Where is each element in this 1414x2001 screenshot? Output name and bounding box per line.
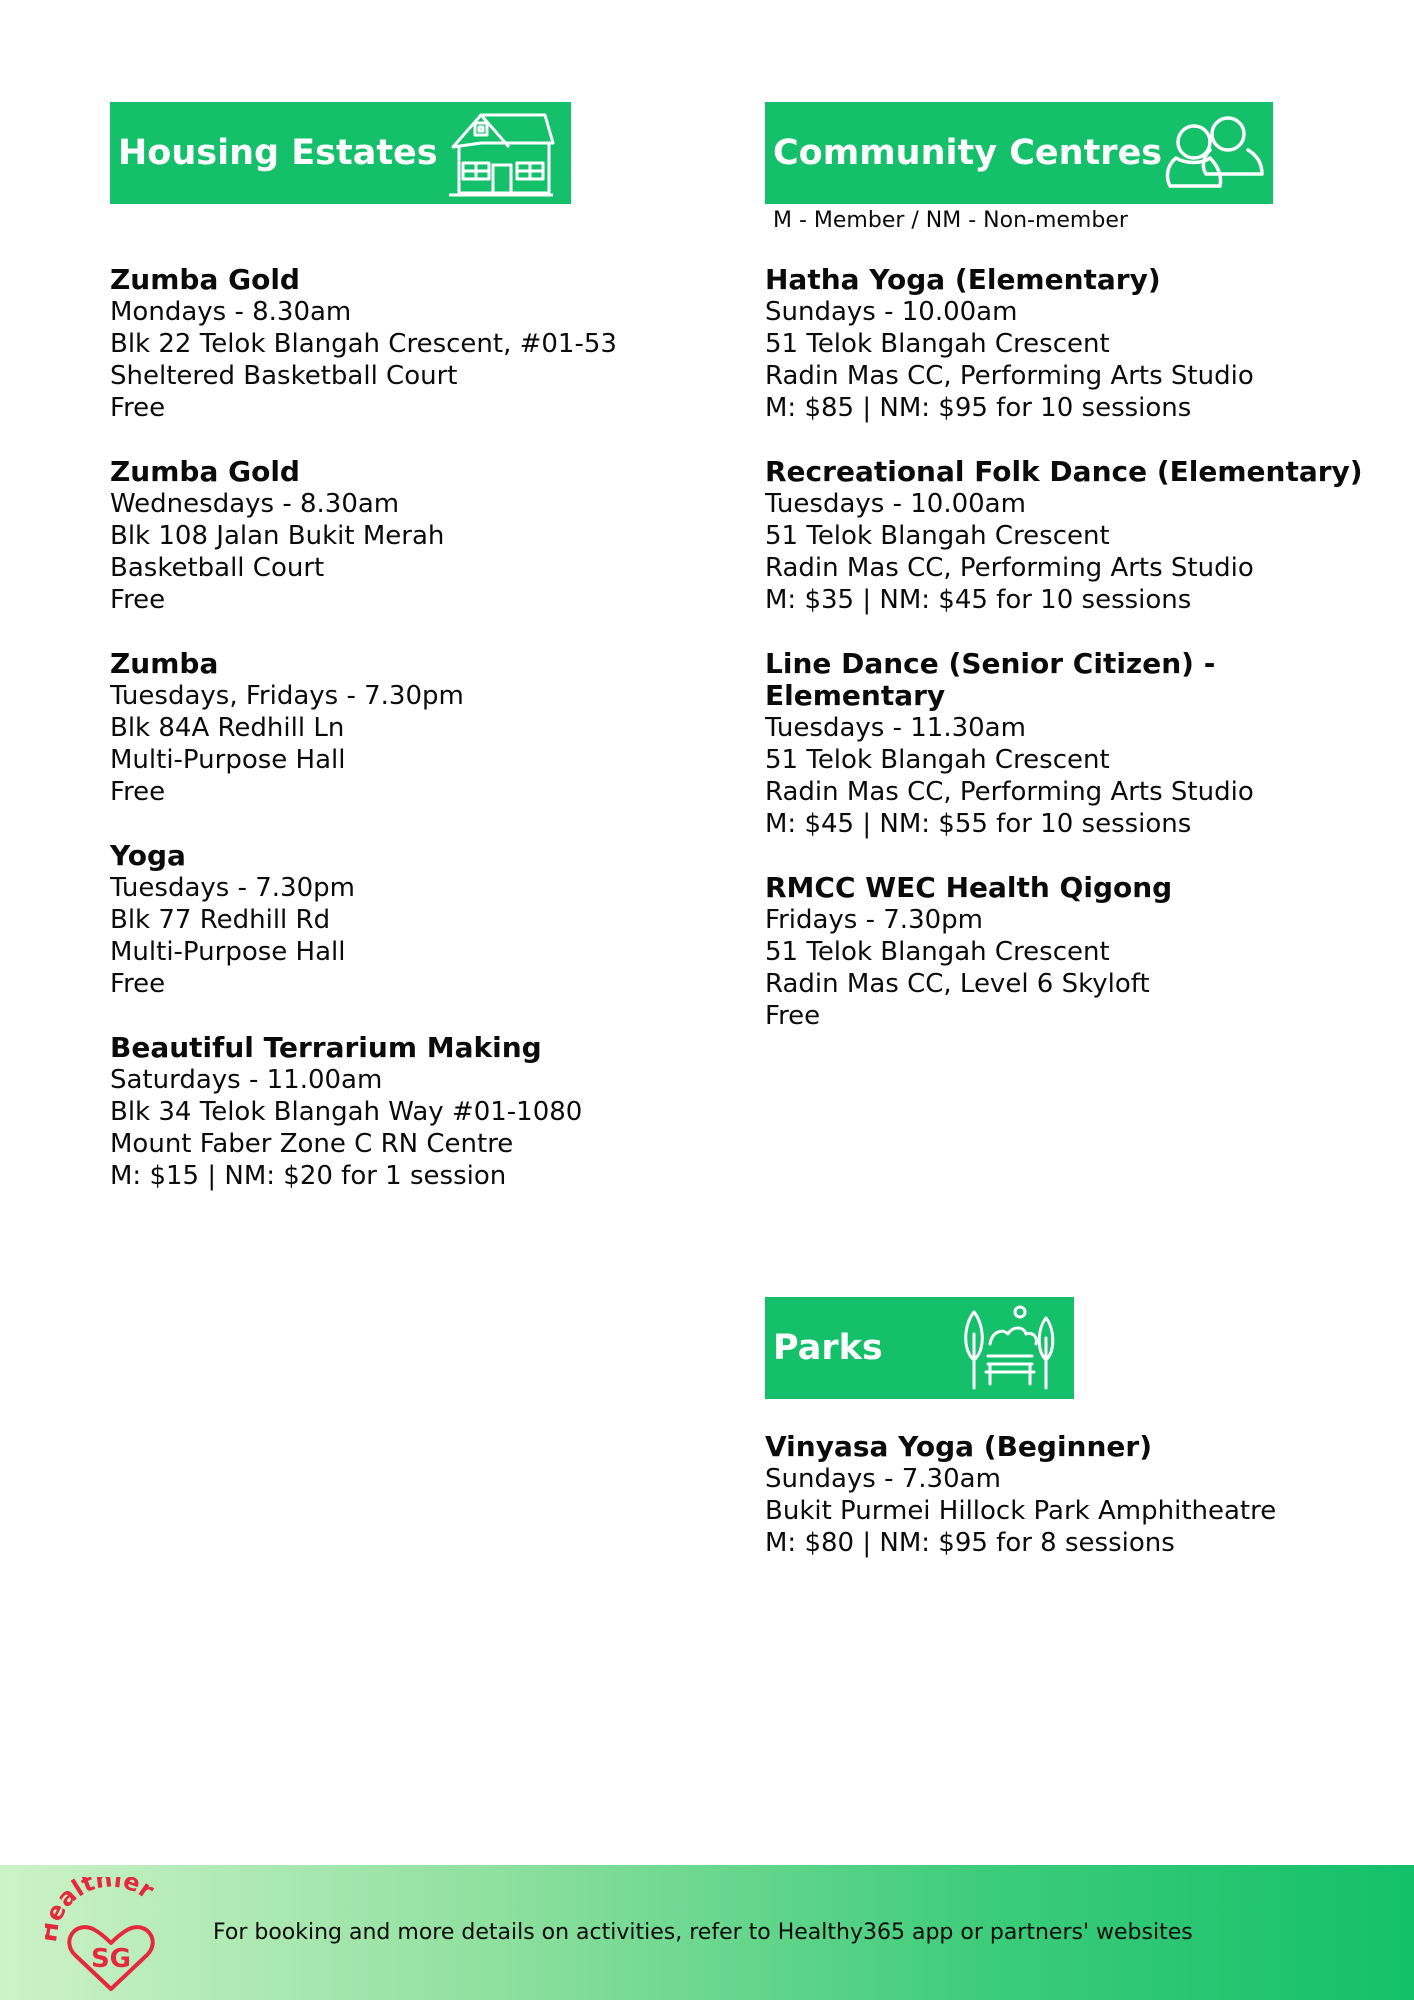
activity-detail: Sundays - 10.00am xyxy=(765,297,1018,327)
activity-detail: Blk 77 Redhill Rd xyxy=(110,905,331,935)
activity-detail: Saturdays - 11.00am xyxy=(110,1065,383,1095)
housing-estates-section xyxy=(110,102,750,1224)
activity-detail: Free xyxy=(110,969,166,999)
activity-name: Zumba Gold xyxy=(110,263,300,296)
parks-activity-list xyxy=(765,1431,1405,1559)
logo-top-text: althier xyxy=(51,1877,160,1913)
activity-detail: Free xyxy=(110,393,166,423)
house-icon xyxy=(445,107,557,199)
membership-legend: M - Member / NM - Non-member xyxy=(773,208,1128,233)
activity-detail: Fridays - 7.30pm xyxy=(765,905,983,935)
activity-detail: Free xyxy=(110,777,166,807)
activity-detail: Multi-Purpose Hall xyxy=(110,745,346,775)
activity-name: Zumba xyxy=(110,647,219,680)
activity-name: RMCC WEC Health Qigong xyxy=(765,871,1173,904)
community-centres-section xyxy=(765,102,1405,1064)
activity-detail: Wednesdays - 8.30am xyxy=(110,489,400,519)
activity-name: Yoga xyxy=(110,839,186,872)
activity-detail: Blk 22 Telok Blangah Crescent, #01-53 xyxy=(110,329,617,359)
activity-item xyxy=(765,264,1405,424)
housing-activity-list xyxy=(110,264,750,1192)
activity-item xyxy=(765,456,1405,616)
activity-name: Vinyasa Yoga (Beginner) xyxy=(765,1430,1153,1463)
activity-item xyxy=(110,1032,750,1192)
activity-item xyxy=(110,264,750,424)
activity-detail: 51 Telok Blangah Crescent xyxy=(765,937,1110,967)
activity-detail: Sundays - 7.30am xyxy=(765,1464,1001,1494)
activity-detail: Radin Mas CC, Level 6 Skyloft xyxy=(765,969,1150,999)
footer-note: For booking and more details on activities, refer to Healthy365 app or partners' websites xyxy=(213,1920,1193,1945)
logo-bottom-text: SG xyxy=(90,1944,132,1974)
activity-name: Beautiful Terrarium Making xyxy=(110,1031,542,1064)
activity-detail: Blk 84A Redhill Ln xyxy=(110,713,345,743)
activity-item xyxy=(110,456,750,616)
activity-detail: M: $15 | NM: $20 for 1 session xyxy=(110,1161,507,1191)
activity-detail: Free xyxy=(765,1001,821,1031)
activity-item xyxy=(765,872,1405,1032)
activity-name: Recreational Folk Dance (Elementary) xyxy=(765,455,1363,488)
activity-name: Line Dance (Senior Citizen) - Elementary xyxy=(765,647,1216,712)
activity-name: Hatha Yoga (Elementary) xyxy=(765,263,1161,296)
parks-header xyxy=(765,1297,1074,1399)
activity-item xyxy=(765,1431,1405,1559)
activity-detail: Multi-Purpose Hall xyxy=(110,937,346,967)
activity-item xyxy=(765,648,1405,840)
activity-detail: Radin Mas CC, Performing Arts Studio xyxy=(765,553,1254,583)
activity-item xyxy=(110,840,750,1000)
activity-detail: M: $80 | NM: $95 for 8 sessions xyxy=(765,1528,1175,1558)
activity-detail: Tuesdays - 11.30am xyxy=(765,713,1026,743)
activity-detail: M: $35 | NM: $45 for 10 sessions xyxy=(765,585,1192,615)
community-activity-list xyxy=(765,264,1405,1032)
activity-item xyxy=(110,648,750,808)
parks-section xyxy=(765,1297,1405,1591)
activity-detail: M: $45 | NM: $55 for 10 sessions xyxy=(765,809,1192,839)
community-centres-header xyxy=(765,102,1273,204)
healthier-sg-logo xyxy=(45,1877,175,2001)
housing-estates-header xyxy=(110,102,571,204)
community-centres-title: Community Centres xyxy=(773,133,1163,173)
activity-detail: Free xyxy=(110,585,166,615)
housing-estates-title: Housing Estates xyxy=(118,133,438,173)
parks-title: Parks xyxy=(773,1328,883,1368)
activity-detail: Mount Faber Zone C RN Centre xyxy=(110,1129,514,1159)
activity-detail: Blk 108 Jalan Bukit Merah xyxy=(110,521,445,551)
activity-detail: Tuesdays - 10.00am xyxy=(765,489,1026,519)
activity-detail: Radin Mas CC, Performing Arts Studio xyxy=(765,361,1254,391)
activity-name: Zumba Gold xyxy=(110,455,300,488)
activity-detail: Mondays - 8.30am xyxy=(110,297,352,327)
people-icon xyxy=(1162,112,1266,194)
activity-detail: Sheltered Basketball Court xyxy=(110,361,458,391)
activity-detail: 51 Telok Blangah Crescent xyxy=(765,745,1110,775)
activity-detail: Radin Mas CC, Performing Arts Studio xyxy=(765,777,1254,807)
activity-detail: Tuesdays - 7.30pm xyxy=(110,873,355,903)
footer-banner xyxy=(0,1865,1414,2000)
activity-detail: Bukit Purmei Hillock Park Amphitheatre xyxy=(765,1496,1277,1526)
activity-detail: Blk 34 Telok Blangah Way #01-1080 xyxy=(110,1097,583,1127)
activity-detail: Basketball Court xyxy=(110,553,325,583)
activity-detail: Tuesdays, Fridays - 7.30pm xyxy=(110,681,464,711)
activity-detail: 51 Telok Blangah Crescent xyxy=(765,521,1110,551)
activity-detail: 51 Telok Blangah Crescent xyxy=(765,329,1110,359)
park-icon xyxy=(960,1304,1060,1392)
activity-detail: M: $85 | NM: $95 for 10 sessions xyxy=(765,393,1192,423)
